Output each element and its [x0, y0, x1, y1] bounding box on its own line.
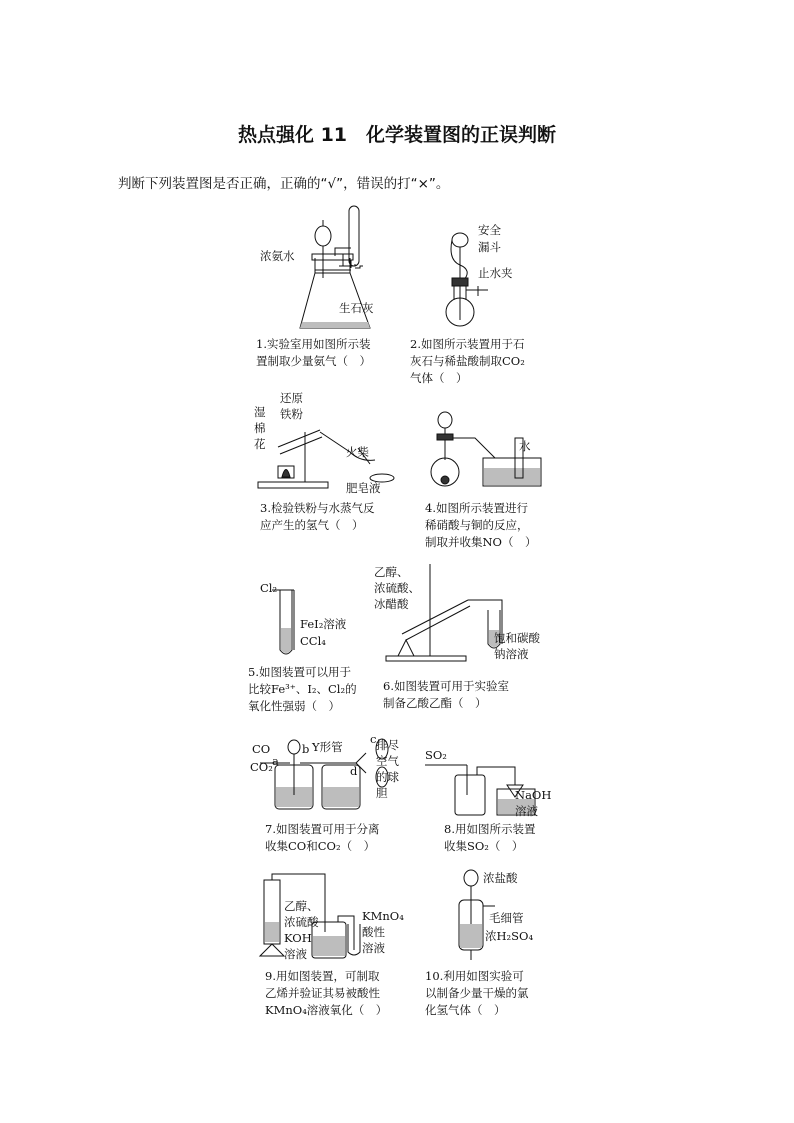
caption-3	[260, 500, 374, 534]
figure-9-label-kmno4-2: 酸性	[362, 925, 385, 939]
caption-4-line-1: 4.如图所示装置进行	[425, 501, 528, 515]
caption-9-line-2: 乙烯并验证其易被酸性	[265, 986, 380, 1000]
figure-7-label-bladder-3: 的球	[376, 770, 399, 784]
figure-2-label-safety-1: 安全	[478, 223, 501, 237]
figure-4-label-water: 水	[519, 439, 531, 453]
figure-5-label-fei2: FeI₂溶液	[300, 617, 347, 631]
figure-7-label-bladder-1: 排尽	[376, 738, 399, 752]
caption-9-line-1: 9.用如图装置，可制取	[265, 969, 380, 983]
figure-7-co-co2-apparatus	[250, 732, 410, 815]
figure-10-label-capillary: 毛细管	[489, 911, 524, 925]
alcohol-lamp	[398, 640, 414, 656]
figure-3-label-cotton-1: 湿	[254, 405, 266, 419]
figure-7-label-co: CO	[252, 742, 271, 756]
caption-8-line-1: 8.用如图所示装置	[444, 822, 536, 836]
figure-1-ammonia-apparatus	[255, 198, 395, 332]
caption-7-line-2: 收集CO和CO₂（ ）	[265, 839, 376, 853]
caption-10	[425, 968, 529, 1019]
solution-layer	[281, 628, 291, 653]
caption-5-line-1: 5.如图装置可以用于	[248, 665, 351, 679]
caption-4	[425, 500, 537, 551]
figure-9-label-reagent-2: 浓硫酸	[284, 915, 319, 929]
figure-9-label-koh-1: KOH	[284, 931, 312, 945]
caption-8-line-2: 收集SO₂（ ）	[444, 839, 524, 853]
figure-8-label-naoh-2: 溶液	[515, 804, 538, 818]
figure-7-label-a: a	[272, 754, 279, 768]
figure-3-label-iron-2: 铁粉	[280, 407, 303, 421]
separatory-funnel	[315, 226, 331, 246]
caption-7-line-1: 7.如图装置可用于分离	[265, 822, 380, 836]
ammonia-apparatus-drawing	[255, 198, 395, 332]
caption-2-line-3: 气体（ ）	[410, 371, 468, 385]
caption-7	[265, 821, 379, 855]
figure-7-label-b: b	[302, 742, 310, 756]
caption-6-line-1: 6.如图装置可用于实验室	[383, 679, 509, 693]
alcohol-lamp	[260, 944, 284, 956]
figure-2-label-clamp: 止水夹	[478, 266, 513, 280]
figure-10-label-h2so4: 浓H₂SO₄	[485, 929, 534, 943]
caption-9-line-3: KMnO₄溶液氧化（ ）	[265, 1003, 388, 1017]
caption-2	[410, 336, 525, 387]
caption-6	[383, 678, 509, 712]
delivery-tube	[453, 438, 495, 458]
caption-10-line-3: 化氢气体（ ）	[425, 1003, 506, 1017]
figure-8-so2-apparatus	[425, 745, 565, 817]
reaction-tube	[402, 600, 468, 634]
figure-3-label-iron-1: 还原	[280, 391, 303, 405]
figure-3-iron-steam-apparatus	[250, 391, 400, 495]
figure-1-label-ammonia: 浓氨水	[260, 249, 295, 263]
quicklime-solid	[300, 322, 370, 328]
figure-6-label-sodium-2: 钠溶液	[494, 647, 529, 661]
figure-3-label-cotton-2: 棉	[254, 421, 266, 435]
caption-1-line-2: 置制取少量氨气（ ）	[256, 354, 371, 368]
caption-4-line-2: 稀硝酸与铜的反应，	[425, 518, 529, 532]
figure-4-no-apparatus	[425, 408, 545, 493]
alcohol-lamp-flame	[282, 470, 290, 478]
caption-9	[265, 968, 387, 1019]
figure-9-label-kmno4-1: KMnO₄	[362, 909, 404, 923]
test-tube	[278, 430, 320, 447]
caption-3-line-1: 3.检验铁粉与水蒸气反	[260, 501, 375, 515]
figure-2-label-safety-2: 漏斗	[478, 240, 501, 254]
caption-1	[256, 336, 371, 370]
figure-6-label-reagent-3: 冰醋酸	[374, 597, 409, 611]
dropping-funnel	[438, 412, 452, 428]
figure-5-label-ccl4: CCl₄	[300, 634, 326, 648]
figure-7-label-c: c	[370, 732, 377, 746]
figure-5-label-cl2: Cl₂	[260, 581, 278, 595]
collecting-bottle	[455, 775, 485, 815]
figure-9-label-kmno4-3: 溶液	[362, 941, 385, 955]
figure-1-label-quicklime: 生石灰	[339, 301, 374, 315]
figure-6-ester-apparatus	[372, 564, 552, 664]
instruction-text: 判断下列装置图是否正确，正确的“√”，错误的打“×”。	[118, 176, 450, 192]
caption-2-line-2: 灰石与稀盐酸制取CO₂	[410, 354, 525, 368]
figure-10-hcl-apparatus	[445, 866, 565, 961]
dropping-funnel	[464, 870, 478, 886]
figure-7-label-bladder-4: 胆	[376, 786, 388, 800]
figure-6-label-sodium-1: 饱和碳酸	[494, 631, 540, 645]
iron-steam-drawing	[250, 392, 400, 492]
figure-5-cl2-apparatus	[258, 580, 358, 660]
funnel	[288, 740, 300, 754]
caption-6-line-2: 制备乙酸乙酯（ ）	[383, 696, 487, 710]
caption-5-line-2: 比较Fe³⁺、I₂、Cl₂的	[248, 682, 357, 696]
figure-3-label-cotton-3: 花	[254, 437, 266, 451]
stand-base	[258, 482, 328, 488]
caption-5	[248, 664, 357, 715]
figure-6-label-reagent-1: 乙醇、	[374, 565, 409, 579]
figure-7-label-d: d	[350, 764, 358, 778]
caption-4-line-3: 制取并收集NO（ ）	[425, 535, 537, 549]
figure-7-label-y-tube: Y形管	[312, 740, 343, 754]
safety-funnel-bulb	[452, 233, 468, 247]
figure-2-co2-apparatus	[438, 220, 538, 335]
figure-3-label-soap: 肥皂液	[346, 481, 381, 495]
caption-10-line-2: 以制备少量干燥的氯	[425, 986, 529, 1000]
caption-8	[444, 821, 535, 855]
figure-8-label-naoh-1: NaOH	[515, 788, 552, 802]
page-title: 热点强化 11 化学装置图的正误判断	[237, 124, 557, 146]
figure-8-label-so2: SO₂	[425, 748, 447, 762]
caption-1-line-1: 1.实验室用如图所示装	[256, 337, 371, 351]
caption-3-line-2: 应产生的氢气（ ）	[260, 518, 364, 532]
delivery-tube	[477, 767, 515, 785]
figure-7-label-co2: CO₂	[250, 760, 273, 774]
figure-9-ethylene-apparatus	[250, 872, 404, 961]
figure-3-label-match: 火柴	[346, 445, 369, 459]
caption-5-line-3: 氧化性强弱（ ）	[248, 699, 340, 713]
figure-7-label-bladder-2: 空气	[376, 754, 399, 768]
caption-10-line-1: 10.利用如图实验可	[425, 969, 524, 983]
rubber-stopper	[452, 278, 468, 286]
collection-tube	[349, 206, 359, 266]
caption-2-line-1: 2.如图所示装置用于石	[410, 337, 525, 351]
figure-9-label-reagent-1: 乙醇、	[284, 899, 319, 913]
figure-10-label-hcl: 浓盐酸	[483, 871, 518, 885]
figure-9-label-koh-2: 溶液	[284, 947, 307, 961]
figure-6-label-reagent-2: 浓硫酸、	[374, 581, 420, 595]
